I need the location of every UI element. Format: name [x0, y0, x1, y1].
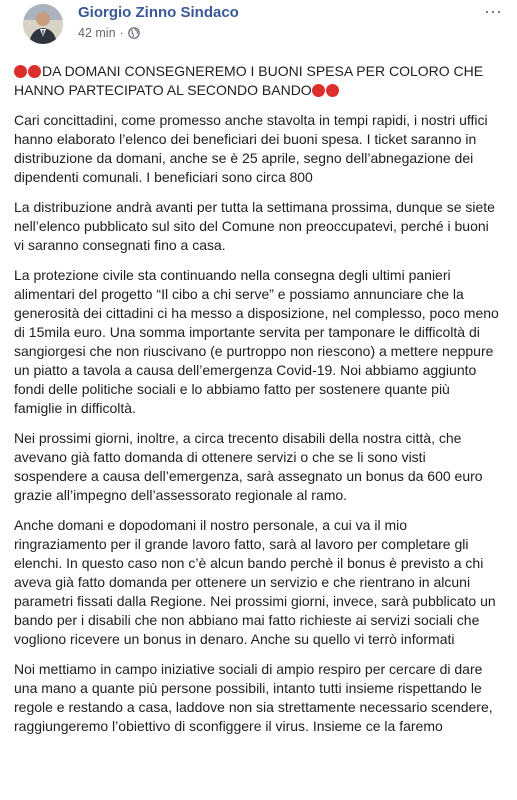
red-circle-emoji [14, 65, 27, 78]
separator: · [119, 26, 124, 40]
post-paragraph: Anche domani e dopodomani il nostro personale, a cui va il mio ringraziamento per il grande lavoro fatto, sarà al lavoro per completare gli elenchi. In questo caso non c’è alcun bando perchè il bonus è previsto a chi aveva già fatto domanda per ottenere un servizio e che rientrano in alcuni parametri fissati dalla Regione. Nei prossimi giorni, invece, sarà pubblicato un bando per i disabili che non abbiano mai fatto richieste ai servizi sociali che vogliono ricevere un bonus in denaro. Anche su quello vi terrò informati [14, 517, 496, 647]
red-circle-emoji [312, 84, 325, 97]
post-header [12, 0, 509, 50]
post-paragraph: Nei prossimi giorni, inoltre, a circa trecento disabili della nostra città, che avevano già fatto domanda di ottenere servizi o che se li sono visti sospendere a causa dell’emergenza, sarà assegnato un bonus da 600 euro grazie all’impegno dell’assessorato regionale al ramo. [14, 430, 483, 503]
post-title [14, 62, 501, 100]
red-circle-emoji [28, 65, 41, 78]
post-paragraph: La protezione civile sta continuando nella consegna degli ultimi panieri alimentari del progetto “Il cibo a chi serve” e possiamo annunciare che la generosità dei cittadini ci ha messo a disposizione, nel complesso, poco meno di 15mila euro. Una somma importante servita per tamponare le difficoltà di sangiorgesi che non riuscivano (e purtroppo non riescono) a mettere neppure un piatto a tavola a causa dell’emergenza Covid-19. Noi abbiamo aggiunto fondi delle politiche sociali e lo abbiamo fatto per sostenere quante più famiglie in difficoltà. [14, 267, 499, 416]
red-circle-emoji [326, 84, 339, 97]
post-paragraph: La distribuzione andrà avanti per tutta la settimana prossima, dunque se siete nell’elenco pubblicato sul sito del Comune non preoccupatevi, perché i buoni vi saranno consegnati fino a casa. [14, 199, 495, 253]
post-timestamp[interactable]: 42 min [78, 26, 116, 40]
post-title-text: DA DOMANI CONSEGNEREMO I BUONI SPESA PER COLORO CHE HANNO PARTECIPATO AL SECONDO BANDO [14, 63, 484, 98]
post-paragraph: Noi mettiamo in campo iniziative sociali di ampio respiro per cercare di dare una mano a quante più persone possibili, intanto tutti insieme rispettando le regole e restando a casa, laddove non sia strettamente necessario scendere, raggiungeremo l’obiettivo di sconfiggere il virus. Insieme ce la faremo [14, 661, 493, 734]
more-options-icon[interactable]: ··· [484, 1, 502, 21]
post-paragraph: Cari concittadini, come promesso anche stavolta in tempi rapidi, i nostri uffici hanno elaborato l’elenco dei beneficiari dei buoni spesa. I ticket saranno in distribuzione da domani, anche se è 25 aprile, segno dell’abnegazione dei dipendenti comunali. I beneficiari sono circa 800 [14, 112, 488, 185]
avatar[interactable] [23, 4, 63, 44]
globe-icon [128, 27, 140, 39]
avatar-photo [23, 4, 63, 44]
author-name[interactable]: Giorgio Zinno Sindaco [78, 4, 239, 21]
post-meta [78, 26, 140, 40]
